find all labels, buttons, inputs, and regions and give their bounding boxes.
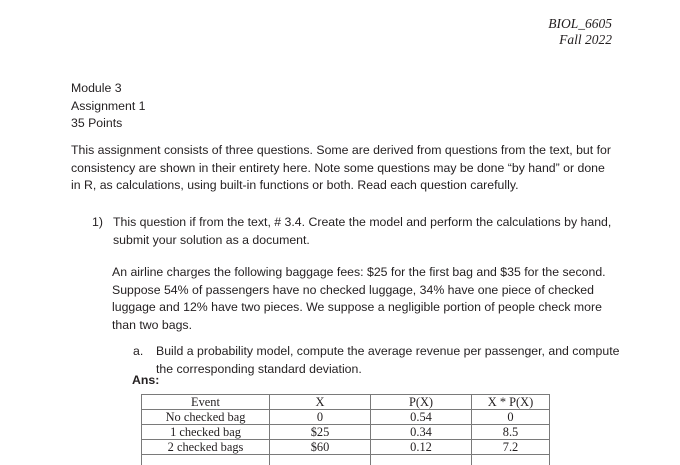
answer-label: Ans:	[132, 372, 159, 390]
table-header-x: X	[270, 395, 371, 410]
cell-event: 1 checked bag	[142, 425, 270, 440]
cell-xpx: 0	[472, 410, 550, 425]
table-row	[142, 440, 550, 455]
intro-paragraph: This assignment consists of three questions. Some are derived from questions from the text, but for consistency are shown in their entirety here. Note some questions may be done “by hand” or done in R, as calculations, using built-in functions or both. Read each question carefully.	[71, 142, 616, 195]
cell-x	[270, 455, 371, 465]
scenario-paragraph: An airline charges the following baggage fees: $25 for the first bag and $35 for the second. Suppose 54% of passengers have no checked luggage, 34% have one piece of checked luggage and 12% have two pieces. We suppose a negligible portion of people check more than two bags.	[112, 264, 620, 334]
table-header-px: P(X)	[371, 395, 472, 410]
assignment-meta	[71, 80, 146, 133]
document-header	[548, 16, 612, 48]
question-text: This question if from the text, # 3.4. Create the model and perform the calculations by hand, submit your solution as a document.	[113, 214, 622, 249]
cell-event: No checked bag	[142, 410, 270, 425]
subpart-text: Build a probability model, compute the average revenue per passenger, and compute the corresponding standard deviation.	[156, 343, 623, 378]
table-row	[142, 425, 550, 440]
cell-event	[142, 455, 270, 465]
cell-px: 0.34	[371, 425, 472, 440]
subpart-letter: a.	[133, 343, 156, 361]
probability-model-table	[141, 394, 550, 465]
table-header-xpx: X * P(X)	[472, 395, 550, 410]
table-header-event: Event	[142, 395, 270, 410]
cell-x: $25	[270, 425, 371, 440]
question-1	[92, 214, 622, 249]
table-header-row	[142, 395, 550, 410]
table-row-clipped	[142, 455, 550, 465]
cell-px	[371, 455, 472, 465]
cell-xpx	[472, 455, 550, 465]
course-term: Fall 2022	[548, 32, 612, 48]
table-row	[142, 410, 550, 425]
cell-xpx: 7.2	[472, 440, 550, 455]
cell-px: 0.12	[371, 440, 472, 455]
points-label: 35 Points	[71, 115, 146, 133]
assignment-label: Assignment 1	[71, 98, 146, 116]
subpart-a	[133, 343, 623, 378]
course-code: BIOL_6605	[548, 16, 612, 32]
cell-xpx: 8.5	[472, 425, 550, 440]
question-number: 1)	[92, 214, 113, 232]
cell-event: 2 checked bags	[142, 440, 270, 455]
module-label: Module 3	[71, 80, 146, 98]
cell-px: 0.54	[371, 410, 472, 425]
cell-x: $60	[270, 440, 371, 455]
cell-x: 0	[270, 410, 371, 425]
